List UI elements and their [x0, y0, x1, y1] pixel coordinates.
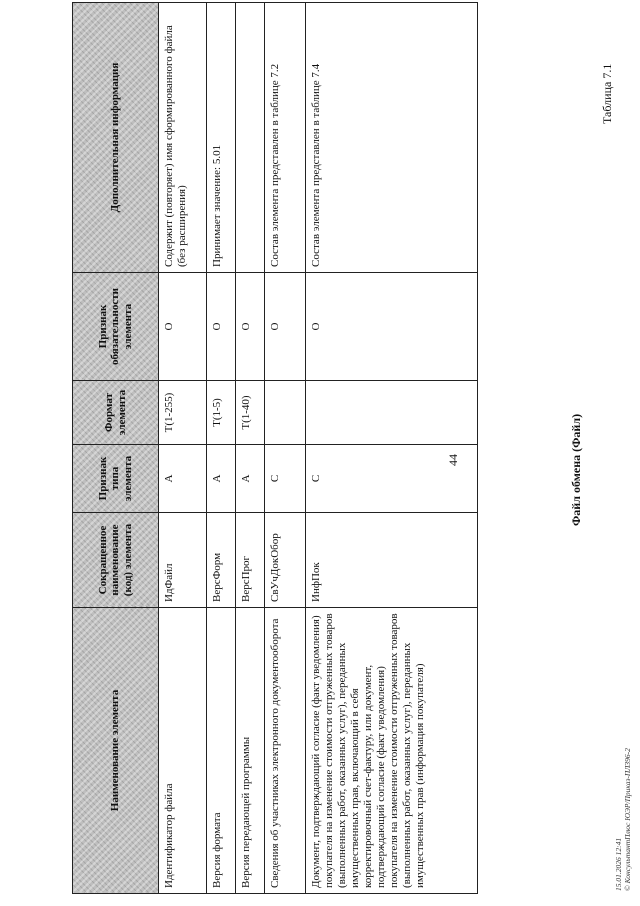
table-row — [265, 3, 306, 894]
cell-format: T(1-5) — [207, 381, 236, 445]
cell-code: ВерсФорм — [207, 513, 236, 608]
footer-date: 15.01.2026 12:41 — [614, 837, 623, 891]
cell-code: ИнфПок — [306, 513, 478, 608]
table-row — [207, 3, 236, 894]
header-element-type: Признак типа элемента — [73, 445, 159, 513]
cell-info: Состав элемента представлен в таблице 7.2 — [265, 3, 306, 273]
header-element-required: Признак обязательности элемента — [73, 273, 159, 381]
exchange-file-table — [72, 2, 478, 894]
header-element-name: Наименование элемента — [73, 608, 159, 894]
cell-type: С — [265, 445, 306, 513]
cell-format: T(1-255) — [159, 381, 207, 445]
header-element-code: Сокращенное наименование (код) элемента — [73, 513, 159, 608]
cell-info: Состав элемента представлен в таблице 7.4 — [306, 3, 478, 273]
table-header-row — [73, 3, 159, 894]
cell-name: Версия формата — [207, 608, 236, 894]
cell-type: А — [159, 445, 207, 513]
cell-required: О — [265, 273, 306, 381]
cell-type: А — [236, 445, 265, 513]
cell-name: Идентификатор файла — [159, 608, 207, 894]
cell-info — [236, 3, 265, 273]
page-footer — [614, 748, 632, 891]
cell-type: А — [207, 445, 236, 513]
cell-required: О — [306, 273, 478, 381]
table-label: Таблица 7.1 — [600, 63, 614, 124]
cell-code: ВерсПрог — [236, 513, 265, 608]
cell-name: Версия передающей программы — [236, 608, 265, 894]
cell-required: О — [159, 273, 207, 381]
table-row — [306, 3, 478, 894]
cell-format — [265, 381, 306, 445]
footer-copyright: © КонсультантПлюс — [623, 822, 632, 891]
page-number: 44 — [446, 454, 460, 466]
cell-required: О — [207, 273, 236, 381]
cell-format: T(1-40) — [236, 381, 265, 445]
table-row — [236, 3, 265, 894]
cell-type: С — [306, 445, 478, 513]
header-element-format: Формат элемента — [73, 381, 159, 445]
header-additional-info: Дополнительная информация — [73, 3, 159, 273]
cell-format — [306, 381, 478, 445]
cell-code: ИдФайл — [159, 513, 207, 608]
cell-info: Содержит (повторяет) имя сформированного файла (без расширения) — [159, 3, 207, 273]
footer-doc-code: ЮЭР/Приказ-ПЛ396-2 — [623, 748, 632, 821]
cell-code: СвУчДокОбор — [265, 513, 306, 608]
table-row — [159, 3, 207, 894]
cell-required: О — [236, 273, 265, 381]
cell-name: Документ, подтверждающий согласие (факт уведомления) покупателя на изменение стоимости отгруженных товаров (выполненных работ, оказанных услуг), переданных имущественных прав, включающий в себя корректировочный счет-фактуру, или документ, подтверждающий согласие (факт уведомления) покупателя на изменение стоимости отгруженных товаров (выполненных работ, оказанных услуг), переданных имущественных прав (информация покупателя) — [306, 608, 478, 894]
cell-info: Принимает значение: 5.01 — [207, 3, 236, 273]
table-title: Файл обмена (Файл) — [569, 413, 583, 526]
cell-name: Сведения об участниках электронного документооборота — [265, 608, 306, 894]
